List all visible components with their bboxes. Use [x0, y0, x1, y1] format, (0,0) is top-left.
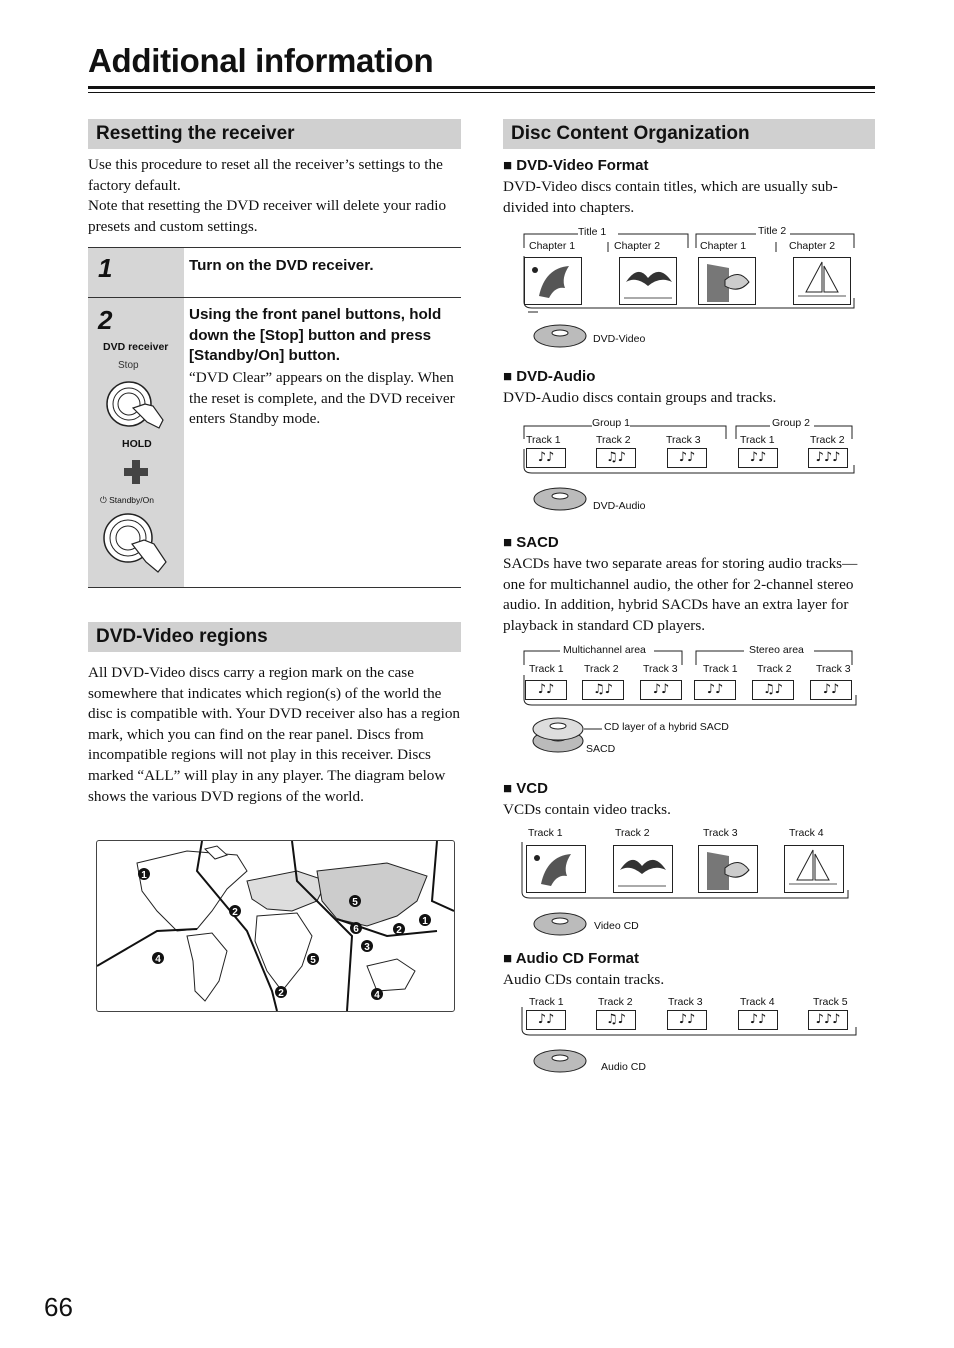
- reset-steps-table: [88, 247, 461, 588]
- map-marker-5a: 5: [352, 897, 358, 908]
- sacd-desc: SACDs have two separate areas for storing audio tracks—one for multichannel audio, the other for 2-channel stereo audio. In addition, hybrid SACDs have an extra layer for playback in standard CD players.: [503, 555, 858, 634]
- dvdvideo-heading: [503, 157, 648, 174]
- dvdaudio-heading: [503, 368, 595, 385]
- map-marker-3: 3: [364, 942, 370, 953]
- audiocd-track-3: Track 3: [668, 996, 703, 1008]
- dvdaudio-track-1: Track 1: [526, 434, 561, 446]
- vcd-diagram: [518, 826, 860, 941]
- music-note-icon: ♪♪: [525, 680, 567, 700]
- vcd-title: VCD: [516, 780, 548, 797]
- reset-intro: [88, 155, 461, 237]
- dvdaudio-title: DVD-Audio: [516, 368, 596, 385]
- bullet-icon: ■: [503, 534, 513, 551]
- audiocd-heading: [503, 950, 639, 967]
- dolphin-thumbnail-icon: [526, 845, 586, 893]
- dvdaudio-track-5: Track 2: [810, 434, 845, 446]
- map-marker-4a: 4: [155, 954, 161, 965]
- music-note-icon: ♫♪: [752, 680, 794, 700]
- dvdaudio-diagram: [518, 415, 860, 520]
- step-1-side: [88, 248, 184, 297]
- vcd-disc-label: Video CD: [594, 920, 639, 932]
- audiocd-desc: Audio CDs contain tracks.: [503, 971, 665, 988]
- section-heading-reset: Resetting the receiver: [88, 119, 461, 149]
- map-marker-1a: 1: [141, 870, 147, 881]
- sailboat-thumbnail-icon: [784, 845, 844, 893]
- audiocd-disc-label: Audio CD: [601, 1061, 646, 1073]
- sacd-track-4: Track 1: [703, 663, 738, 675]
- map-marker-5b: 5: [310, 955, 316, 966]
- sacd-track-2: Track 2: [584, 663, 619, 675]
- map-marker-1b: 1: [422, 916, 428, 927]
- audiocd-track-1: Track 1: [529, 996, 564, 1008]
- stop-label: Stop: [118, 360, 139, 371]
- step-1-text: Turn on the DVD receiver.: [189, 257, 374, 274]
- dolphin-thumbnail-icon: [524, 257, 582, 305]
- sacd-track-6: Track 3: [816, 663, 851, 675]
- map-marker-6: 6: [353, 924, 359, 935]
- dvd-receiver-label: DVD receiver: [103, 341, 169, 353]
- bird-thumbnail-icon: [613, 845, 673, 893]
- sacd-heading: [503, 534, 559, 551]
- sacd-diagram: [518, 643, 860, 763]
- bullet-icon: ■: [503, 368, 513, 385]
- vcd-heading: [503, 780, 548, 797]
- dvdvideo-title1: Title 1: [578, 226, 607, 238]
- vcd-track-1: Track 1: [528, 827, 563, 839]
- map-marker-4b: 4: [374, 990, 380, 1001]
- vcd-track-4: Track 4: [789, 827, 824, 839]
- dvdvideo-chapter-1: Chapter 1: [529, 240, 576, 252]
- dvdvideo-disc-label: DVD-Video: [593, 333, 646, 345]
- sailboat-thumbnail-icon: [793, 257, 851, 305]
- dvdaudio-group1: Group 1: [592, 417, 630, 429]
- region-world-map: [96, 840, 455, 1012]
- standby-button-press-icon: [100, 510, 172, 580]
- step-2-number: 2: [98, 305, 113, 335]
- sacd-track-3: Track 3: [643, 663, 678, 675]
- dvdvideo-title: DVD-Video Format: [516, 157, 649, 174]
- sacd-area-stereo: Stereo area: [749, 644, 804, 656]
- step-2-text: Using the front panel buttons, hold down the [Stop] button and press [Standby/On] button.: [189, 306, 442, 365]
- audiocd-track-4: Track 4: [740, 996, 775, 1008]
- audiocd-diagram: [518, 995, 860, 1080]
- audiocd-track-2: Track 2: [598, 996, 633, 1008]
- music-note-icon: ♪♪: [526, 1010, 566, 1030]
- title-rule-thick: [88, 86, 875, 89]
- dvdvideo-diagram: [518, 222, 860, 352]
- dvdaudio-track-2: Track 2: [596, 434, 631, 446]
- reset-para-1: Use this procedure to reset all the receiver’s settings to the factory default.: [88, 156, 443, 194]
- dvdaudio-group2: Group 2: [772, 417, 810, 429]
- section-heading-regions: DVD-Video regions: [88, 622, 461, 652]
- step-2-body: “DVD Clear” appears on the display. When the reset is complete, and the DVD receiver enters Standby mode.: [189, 369, 455, 428]
- dvdaudio-track-4: Track 1: [740, 434, 775, 446]
- map-marker-2c: 2: [278, 988, 284, 999]
- dvdaudio-disc-label: DVD-Audio: [593, 500, 646, 512]
- sacd-brackets: [518, 643, 860, 763]
- music-note-icon: ♪♪♪: [808, 1010, 848, 1030]
- sacd-track-5: Track 2: [757, 663, 792, 675]
- music-note-icon: ♫♪: [596, 1010, 636, 1030]
- audiocd-title: Audio CD Format: [515, 950, 640, 967]
- dvdvideo-desc: DVD-Video discs contain titles, which are usually sub-divided into chapters.: [503, 178, 838, 216]
- dvdaudio-desc: DVD-Audio discs contain groups and tracks.: [503, 389, 777, 406]
- page-title: Additional information: [88, 42, 434, 79]
- dvdvideo-title2: Title 2: [758, 225, 787, 237]
- sacd-title: SACD: [516, 534, 559, 551]
- vcd-desc: VCDs contain video tracks.: [503, 801, 671, 818]
- music-note-icon: ♪♪: [526, 448, 566, 468]
- reset-para-2: Note that resetting the DVD receiver will delete your radio presets and custom settings.: [88, 197, 447, 235]
- dvdvideo-chapter-3: Chapter 1: [700, 240, 747, 252]
- music-note-icon: ♪♪: [667, 448, 707, 468]
- standby-label: ⏻ Standby/On: [100, 495, 154, 505]
- vcd-track-2: Track 2: [615, 827, 650, 839]
- fish-thumbnail-icon: [698, 257, 756, 305]
- map-marker-2a: 2: [232, 907, 238, 918]
- sacd-cd-layer-label: CD layer of a hybrid SACD: [604, 721, 729, 733]
- audiocd-track-5: Track 5: [813, 996, 848, 1008]
- sacd-area-multichannel: Multichannel area: [563, 644, 646, 656]
- music-note-icon: ♫♪: [596, 448, 636, 468]
- step-1-number: 1: [98, 253, 113, 283]
- music-note-icon: ♫♪: [582, 680, 624, 700]
- step-2-side: [88, 298, 184, 587]
- music-note-icon: ♪♪♪: [808, 448, 848, 468]
- bullet-icon: ■: [503, 157, 513, 174]
- dvdvideo-chapter-2: Chapter 2: [614, 240, 661, 252]
- music-note-icon: ♪♪: [640, 680, 682, 700]
- fish-thumbnail-icon: [698, 845, 758, 893]
- regions-paragraph: All DVD-Video discs carry a region mark on the case somewhere that indicates which region(s) of the world the disc is compatible with. Your DVD receiver also has a region mark, which you can find on the rear panel. Discs from incompatible regions will not play in this receiver. Discs marked “ALL” will play in any player. The diagram below shows the various DVD regions of the world.: [88, 664, 461, 805]
- music-note-icon: ♪♪: [738, 448, 778, 468]
- plus-icon: [122, 458, 150, 486]
- page-number: 66: [44, 1292, 73, 1322]
- title-rule-thin: [88, 92, 875, 93]
- music-note-icon: ♪♪: [667, 1010, 707, 1030]
- hold-label: HOLD: [122, 438, 152, 450]
- map-marker-2b: 2: [396, 925, 402, 936]
- dvdvideo-chapter-4: Chapter 2: [789, 240, 836, 252]
- vcd-track-3: Track 3: [703, 827, 738, 839]
- world-map-graphic: [97, 841, 454, 1011]
- standby-label-text: Standby/On: [109, 495, 154, 505]
- dvdaudio-track-3: Track 3: [666, 434, 701, 446]
- section-heading-disc: Disc Content Organization: [503, 119, 875, 149]
- sacd-track-1: Track 1: [529, 663, 564, 675]
- bird-thumbnail-icon: [619, 257, 677, 305]
- stop-button-press-icon: [103, 376, 169, 436]
- music-note-icon: ♪♪: [694, 680, 736, 700]
- music-note-icon: ♪♪: [810, 680, 852, 700]
- bullet-icon: ■: [503, 780, 513, 797]
- sacd-disc-label: SACD: [586, 743, 616, 755]
- bullet-icon: ■: [503, 950, 513, 967]
- music-note-icon: ♪♪: [738, 1010, 778, 1030]
